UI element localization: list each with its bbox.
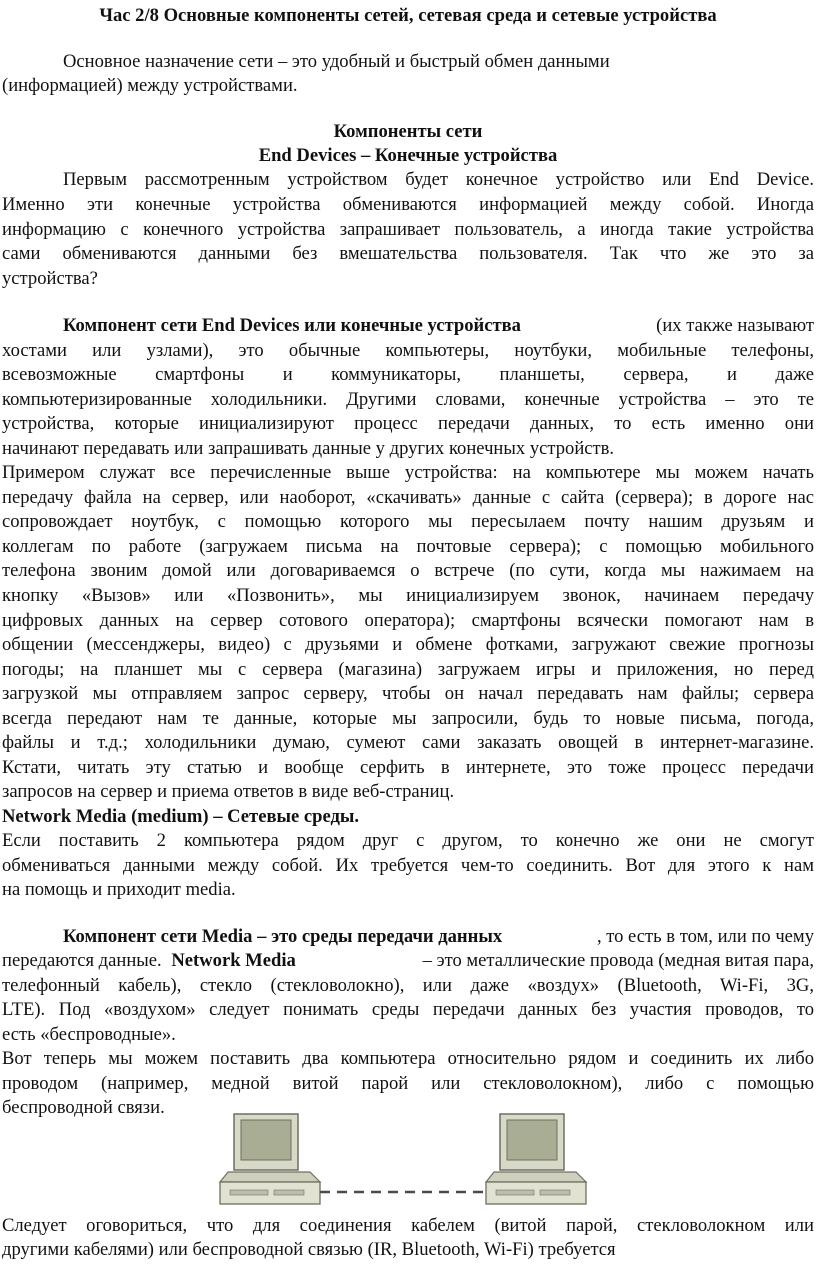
paragraph-line: коллегам по работе (загружаем письма на почтовые сервера); с помощью мобильного — [2, 536, 814, 557]
paragraph-line: общении (мессенджеры, видео) с друзьями и обмене фотками, загружают свежие прогнозы — [2, 634, 814, 655]
intro-line: Основное назначение сети – это удобный и быстрый обмен данными — [63, 51, 610, 72]
paragraph-line: сами обмениваются данными без вмешательства пользователя. Так что же это за — [2, 243, 814, 264]
paragraph-line: есть «беспроводные». — [2, 1024, 176, 1045]
section-subheading: End Devices – Конечные устройства — [258, 145, 558, 166]
paragraph-line: Именно эти конечные устройства обмениваются информацией между собой. Иногда — [2, 194, 814, 215]
term-bold: Компонент сети Media – это среды передачи данных — [63, 926, 503, 947]
paragraph-line: Первым рассмотренным устройством будет конечное устройство или End Device. — [63, 169, 814, 190]
paragraph-line: сопровождает ноутбук, с помощью которого мы пересылаем почту нашим друзьям и — [2, 511, 814, 532]
section-heading: Компоненты сети — [333, 121, 483, 142]
paragraph-line: обмениваться данными между собой. Их требуется чем-то соединить. Вот для этого к нам — [2, 855, 814, 876]
term-rest: , то есть в том, или по чему — [596, 926, 814, 947]
paragraph-line: начинают передавать или запрашивать данные у других конечных устройств. — [2, 438, 615, 459]
paragraph-line: на помощь и приходит media. — [2, 879, 236, 900]
paragraph-line: устройства, которые инициализируют процесс передачи данных, то есть именно они — [2, 413, 814, 434]
text-run: передаются данные. — [2, 950, 167, 971]
paragraph-line: кнопку «Вызов» или «Позвонить», мы инициализируем звонок, начинаем передачу — [2, 585, 814, 606]
paragraph-line: Вот теперь мы можем поставить два компьютера относительно рядом и соединить их либо — [2, 1048, 814, 1069]
paragraph-line: всевозможные смартфоны и коммуникаторы, планшеты, сервера, и даже — [2, 364, 814, 385]
paragraph-line: запросов на сервер и приема ответов в виде веб-страниц. — [2, 781, 455, 802]
paragraph-line: погоды; на планшет мы с сервера (магазина) загружаем игры и приложения, но перед — [2, 659, 814, 680]
computer-icon-left — [220, 1114, 320, 1204]
paragraph-line: другими кабелями) или беспроводной связью (IR, Bluetooth, Wi-Fi) требуется — [2, 1239, 616, 1260]
document-title: Час 2/8 Основные компоненты сетей, сетевая среда и сетевые устройства — [99, 5, 717, 26]
paragraph-line: Если поставить 2 компьютера рядом друг с другом, то конечно же они не смогут — [2, 830, 814, 851]
network-diagram-figure — [210, 1108, 620, 1218]
paragraph-line: проводом (например, медной витой парой или стекловолокном), либо с помощью — [2, 1073, 814, 1094]
paragraph-line: LTE). Под «воздухом» следует понимать среды передачи данных без участия проводов, то — [2, 999, 814, 1020]
computer-icon-right — [486, 1114, 586, 1204]
section-heading: Network Media (medium) – Сетевые среды. — [2, 806, 360, 827]
paragraph-line: загрузкой мы отправляем запрос серверу, чтобы он начал передавать нам файлы; сервера — [2, 683, 814, 704]
paragraph-line: беспроводной связи. — [2, 1097, 165, 1118]
text-run: – это металлические провода (медная витая пара, — [422, 950, 814, 971]
term-bold: Network Media — [171, 950, 296, 971]
paragraph-line: файлы и т.д.; холодильники думаю, сумеют сами заказать овощей в интернет-магазине. — [2, 732, 814, 753]
paragraph-line: хостами или узлами), это обычные компьютеры, ноутбуки, мобильные телефоны, — [2, 340, 814, 361]
paragraph-line: Примером служат все перечисленные выше устройства: на компьютере мы можем начать — [2, 462, 814, 483]
paragraph-line — [2, 925, 814, 948]
paragraph-line — [2, 314, 814, 337]
term-rest: (их также называют — [656, 315, 814, 336]
paragraph-line: телефона звоним домой или договариваемся о встрече (по сути, когда мы нажимаем на — [2, 560, 814, 581]
intro-line: (информацией) между устройствами. — [2, 75, 298, 96]
paragraph-line — [2, 949, 814, 972]
term-bold: Компонент сети End Devices или конечные устройства — [63, 315, 521, 336]
paragraph-line: устройства? — [2, 268, 98, 289]
paragraph-line: всегда передают нам те данные, которые мы запросили, будь то новые письма, погода, — [2, 708, 814, 729]
paragraph-line: цифровых данных на сервер сотового оператора); смартфоны всячески помогают нам в — [2, 610, 814, 631]
paragraph-line: информацию с конечного устройства запрашивает пользователь, а иногда такие устройства — [2, 219, 814, 240]
paragraph-line: Кстати, читать эту статью и вообще серфить в интернете, это тоже процесс передачи — [2, 757, 814, 778]
paragraph-line: компьютеризированные холодильники. Другими словами, конечные устройства – это те — [2, 389, 814, 410]
paragraph-line: телефонный кабель), стекло (стекловолокно), или даже «воздух» (Bluetooth, Wi-Fi, 3G, — [2, 975, 814, 996]
paragraph-line: Следует оговориться, что для соединения кабелем (витой парой, стекловолокном или — [2, 1215, 814, 1236]
paragraph-line: передачу файла на сервер, или наоборот, «скачивать» данные с сайта (сервера); в дороге нас — [2, 487, 814, 508]
